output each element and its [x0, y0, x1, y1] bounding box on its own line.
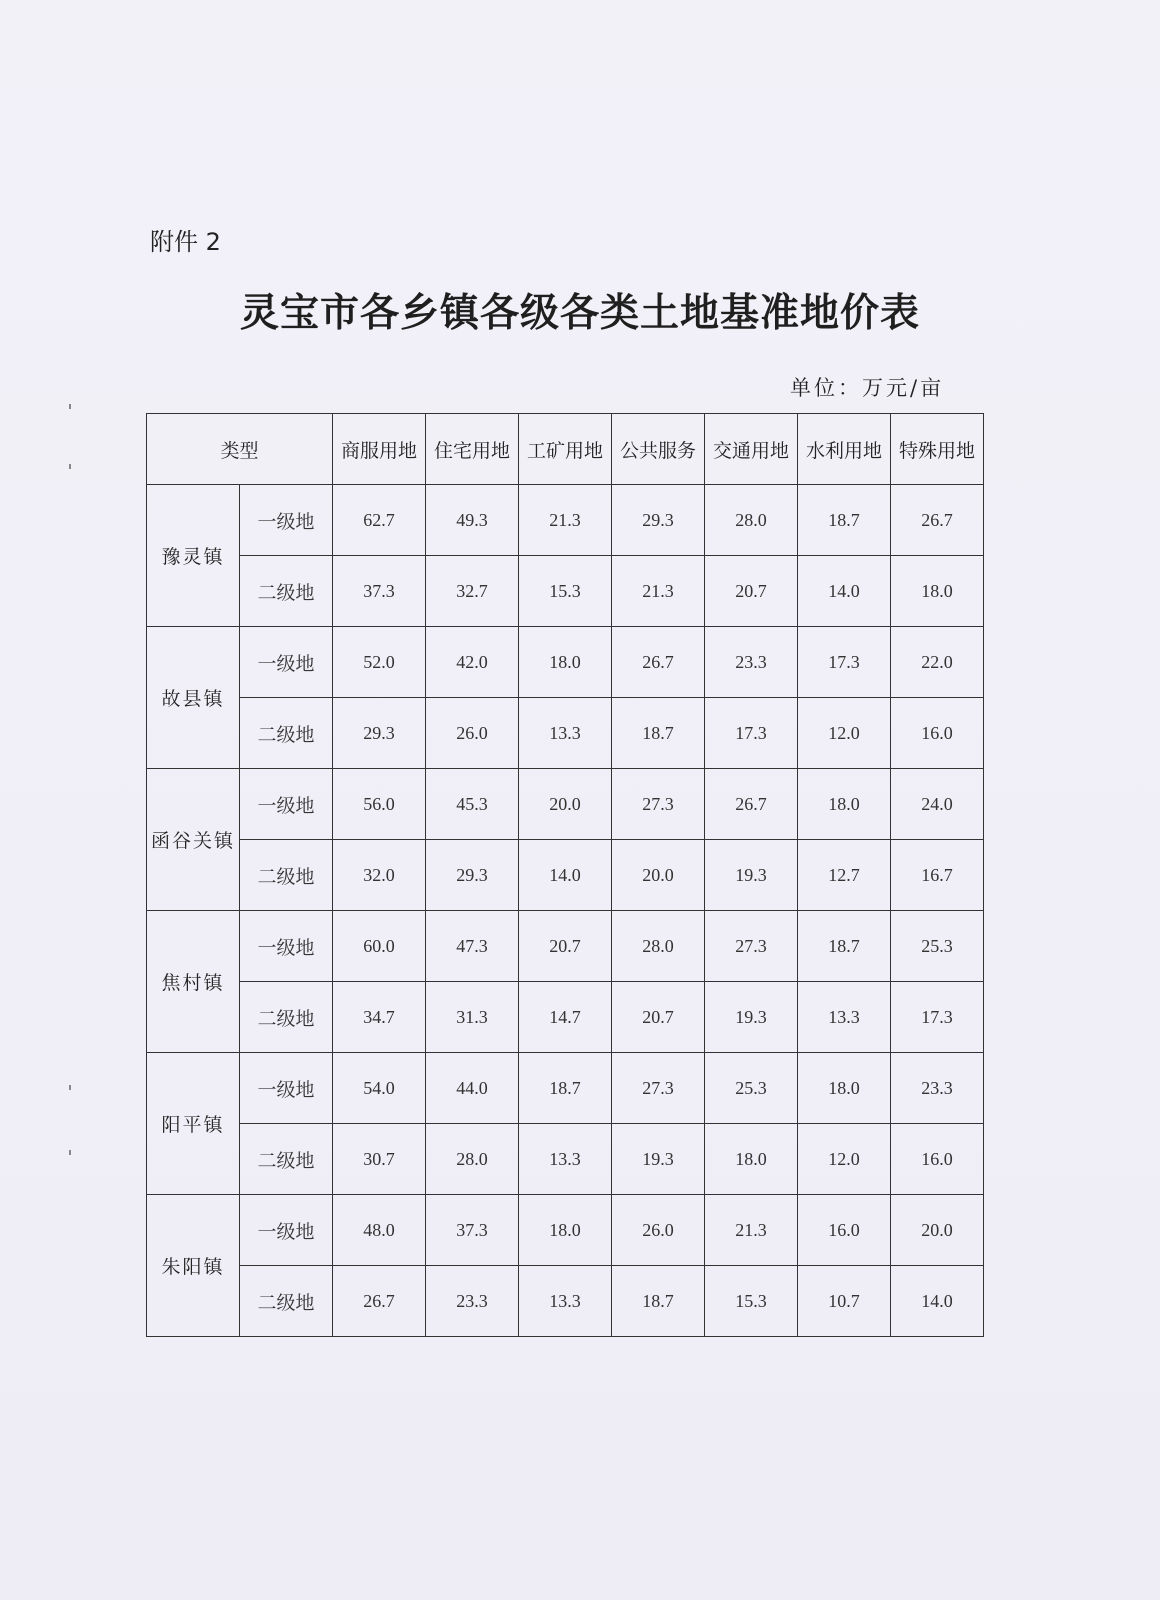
price-cell: 45.3 [426, 769, 519, 840]
table-row [147, 556, 984, 627]
price-cell: 13.3 [798, 982, 891, 1053]
price-cell: 19.3 [705, 982, 798, 1053]
price-cell: 18.7 [798, 911, 891, 982]
price-cell: 20.0 [612, 840, 705, 911]
grade-label: 二级地 [240, 840, 333, 911]
price-cell: 17.3 [798, 627, 891, 698]
town-name: 豫灵镇 [147, 485, 240, 627]
price-cell: 24.0 [891, 769, 984, 840]
price-cell: 20.7 [612, 982, 705, 1053]
price-cell: 20.0 [519, 769, 612, 840]
price-cell: 10.7 [798, 1266, 891, 1337]
town-name: 阳平镇 [147, 1053, 240, 1195]
price-cell: 37.3 [426, 1195, 519, 1266]
price-cell: 18.0 [519, 627, 612, 698]
price-cell: 19.3 [705, 840, 798, 911]
price-cell: 26.7 [612, 627, 705, 698]
grade-label: 一级地 [240, 485, 333, 556]
price-cell: 26.0 [426, 698, 519, 769]
price-cell: 52.0 [333, 627, 426, 698]
table-row [147, 1195, 984, 1266]
price-cell: 14.0 [891, 1266, 984, 1337]
price-cell: 13.3 [519, 1266, 612, 1337]
grade-label: 一级地 [240, 911, 333, 982]
price-cell: 26.7 [705, 769, 798, 840]
table-row [147, 627, 984, 698]
price-cell: 16.0 [891, 698, 984, 769]
grade-label: 一级地 [240, 627, 333, 698]
column-header: 公共服务 [612, 414, 705, 485]
header-row [147, 414, 984, 485]
page-title: 灵宝市各乡镇各级各类土地基准地价表 [239, 291, 920, 336]
price-cell: 27.3 [612, 1053, 705, 1124]
price-cell: 42.0 [426, 627, 519, 698]
table-row [147, 1053, 984, 1124]
price-cell: 13.3 [519, 1124, 612, 1195]
price-cell: 48.0 [333, 1195, 426, 1266]
price-cell: 15.3 [519, 556, 612, 627]
scan-mark [69, 1085, 71, 1090]
table-row [147, 840, 984, 911]
type-header: 类型 [147, 414, 333, 485]
price-cell: 62.7 [333, 485, 426, 556]
attachment-label: 附件 2 [150, 228, 221, 256]
price-cell: 25.3 [705, 1053, 798, 1124]
price-cell: 29.3 [333, 698, 426, 769]
town-name: 故县镇 [147, 627, 240, 769]
price-cell: 17.3 [705, 698, 798, 769]
price-cell: 29.3 [426, 840, 519, 911]
price-cell: 20.0 [891, 1195, 984, 1266]
price-cell: 16.7 [891, 840, 984, 911]
price-cell: 14.0 [798, 556, 891, 627]
price-cell: 32.0 [333, 840, 426, 911]
price-cell: 16.0 [798, 1195, 891, 1266]
price-cell: 21.3 [705, 1195, 798, 1266]
land-price-table [146, 413, 984, 1337]
grade-label: 二级地 [240, 1124, 333, 1195]
price-cell: 20.7 [705, 556, 798, 627]
price-cell: 28.0 [426, 1124, 519, 1195]
price-cell: 18.7 [612, 698, 705, 769]
price-cell: 12.0 [798, 1124, 891, 1195]
price-cell: 18.0 [798, 769, 891, 840]
price-cell: 18.7 [798, 485, 891, 556]
price-cell: 23.3 [705, 627, 798, 698]
price-cell: 25.3 [891, 911, 984, 982]
table-row [147, 982, 984, 1053]
price-cell: 37.3 [333, 556, 426, 627]
price-cell: 28.0 [705, 485, 798, 556]
price-cell: 17.3 [891, 982, 984, 1053]
price-cell: 15.3 [705, 1266, 798, 1337]
scan-mark [69, 464, 71, 469]
price-cell: 13.3 [519, 698, 612, 769]
price-cell: 28.0 [612, 911, 705, 982]
table-row [147, 698, 984, 769]
scan-mark [69, 1150, 71, 1155]
column-header: 工矿用地 [519, 414, 612, 485]
price-cell: 26.7 [891, 485, 984, 556]
town-name: 朱阳镇 [147, 1195, 240, 1337]
price-cell: 12.0 [798, 698, 891, 769]
price-cell: 18.0 [891, 556, 984, 627]
price-cell: 12.7 [798, 840, 891, 911]
price-cell: 20.7 [519, 911, 612, 982]
price-cell: 22.0 [891, 627, 984, 698]
price-cell: 27.3 [705, 911, 798, 982]
price-cell: 30.7 [333, 1124, 426, 1195]
price-cell: 26.7 [333, 1266, 426, 1337]
grade-label: 一级地 [240, 1053, 333, 1124]
price-cell: 29.3 [612, 485, 705, 556]
price-cell: 54.0 [333, 1053, 426, 1124]
price-cell: 14.0 [519, 840, 612, 911]
grade-label: 二级地 [240, 982, 333, 1053]
price-cell: 23.3 [891, 1053, 984, 1124]
column-header: 住宅用地 [426, 414, 519, 485]
column-header: 交通用地 [705, 414, 798, 485]
column-header: 水利用地 [798, 414, 891, 485]
price-cell: 34.7 [333, 982, 426, 1053]
price-cell: 18.0 [798, 1053, 891, 1124]
price-cell: 56.0 [333, 769, 426, 840]
price-cell: 47.3 [426, 911, 519, 982]
table-row [147, 911, 984, 982]
town-name: 焦村镇 [147, 911, 240, 1053]
price-cell: 18.0 [705, 1124, 798, 1195]
table-body [147, 485, 984, 1337]
grade-label: 一级地 [240, 769, 333, 840]
price-cell: 18.7 [612, 1266, 705, 1337]
grade-label: 一级地 [240, 1195, 333, 1266]
price-cell: 44.0 [426, 1053, 519, 1124]
table-row [147, 1124, 984, 1195]
town-name: 函谷关镇 [147, 769, 240, 911]
price-cell: 27.3 [612, 769, 705, 840]
price-cell: 19.3 [612, 1124, 705, 1195]
price-cell: 18.0 [519, 1195, 612, 1266]
price-cell: 18.7 [519, 1053, 612, 1124]
column-header: 特殊用地 [891, 414, 984, 485]
scan-mark [69, 404, 71, 409]
grade-label: 二级地 [240, 556, 333, 627]
price-cell: 31.3 [426, 982, 519, 1053]
price-cell: 14.7 [519, 982, 612, 1053]
price-cell: 21.3 [519, 485, 612, 556]
table-row [147, 485, 984, 556]
unit-label: 单位：万元/亩 [790, 376, 945, 400]
column-header: 商服用地 [333, 414, 426, 485]
price-cell: 21.3 [612, 556, 705, 627]
grade-label: 二级地 [240, 698, 333, 769]
price-cell: 49.3 [426, 485, 519, 556]
grade-label: 二级地 [240, 1266, 333, 1337]
table-row [147, 1266, 984, 1337]
table-row [147, 769, 984, 840]
price-cell: 23.3 [426, 1266, 519, 1337]
price-cell: 32.7 [426, 556, 519, 627]
price-cell: 16.0 [891, 1124, 984, 1195]
price-cell: 60.0 [333, 911, 426, 982]
price-cell: 26.0 [612, 1195, 705, 1266]
